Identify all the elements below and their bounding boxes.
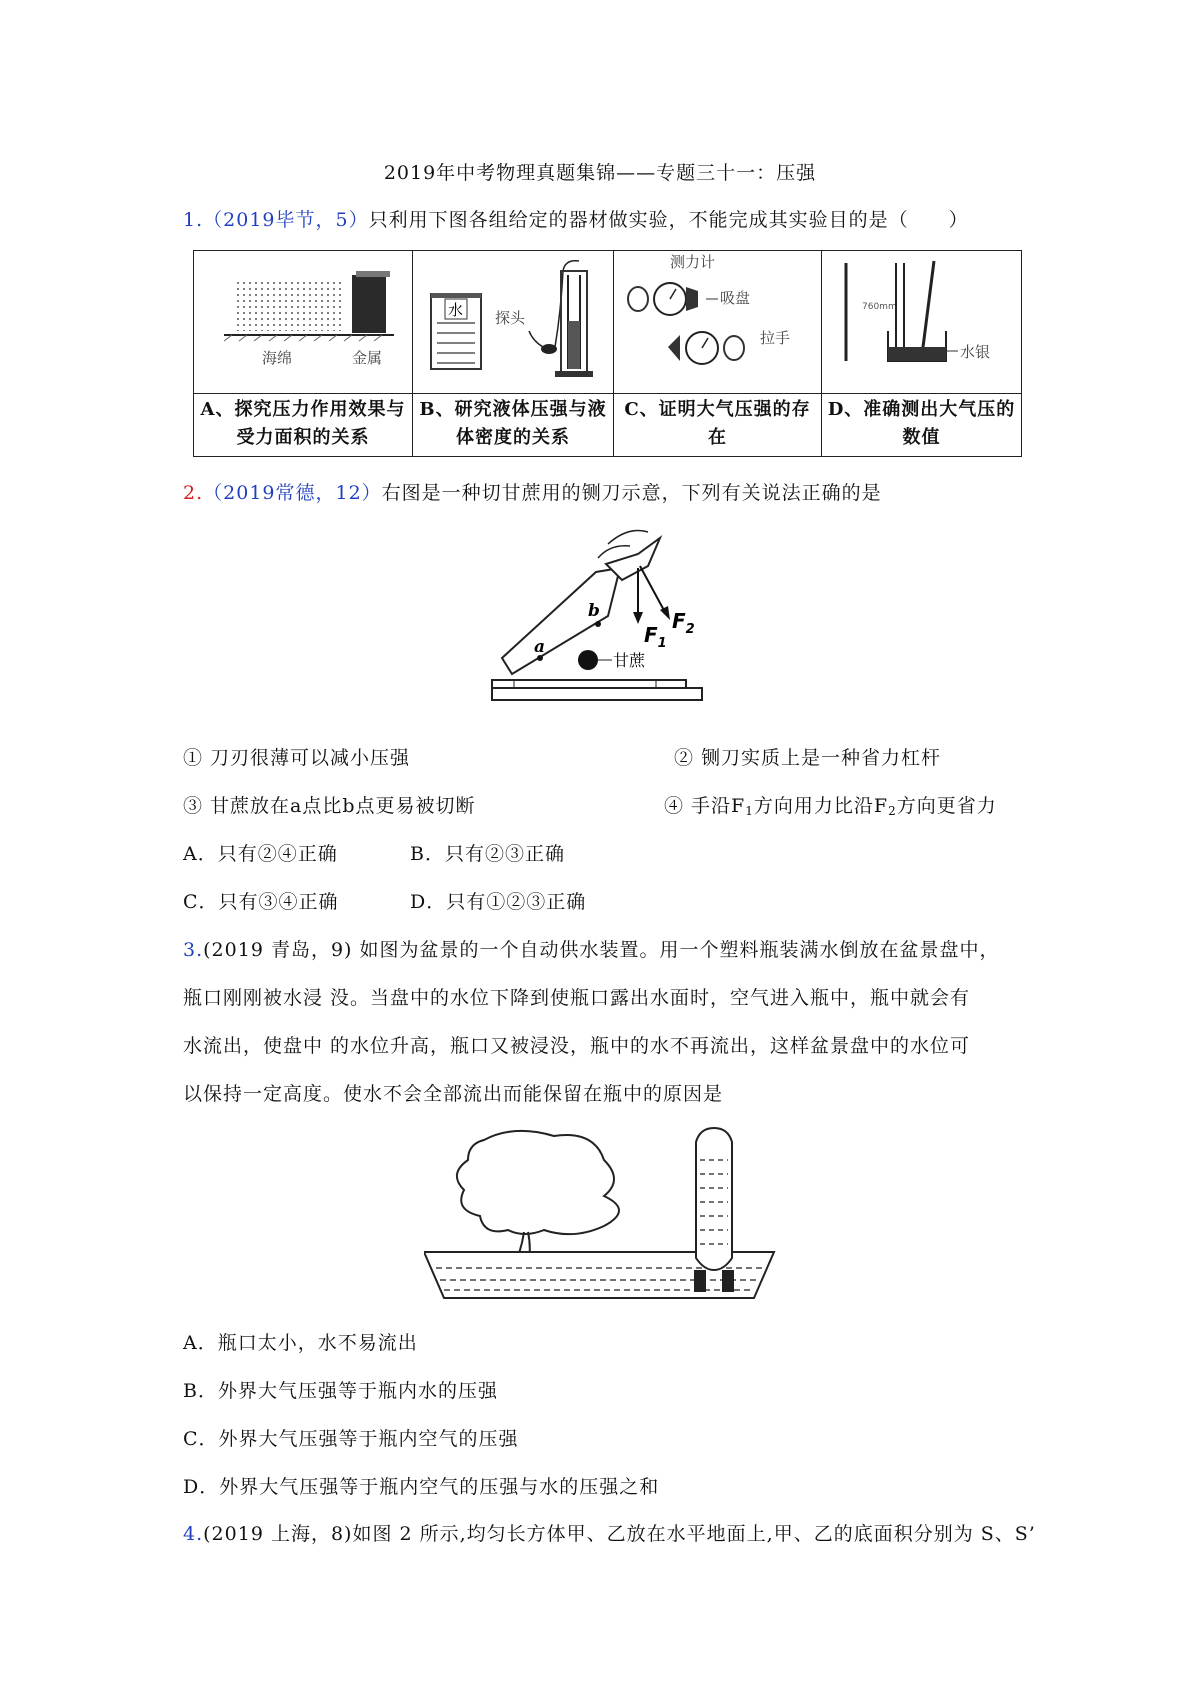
q3-number: 3. <box>183 939 204 961</box>
q1-stem: 只利用下图各组给定的器材做实验，不能完成其实验目的是（ ） <box>368 209 969 231</box>
dynamometer-label: 测力计 <box>670 253 716 271</box>
point-b-label: b <box>588 601 600 621</box>
q2-option-a: A．只有②④正确 <box>183 843 338 865</box>
mm-label: 760mm <box>862 302 897 312</box>
q3-option-a: A．瓶口太小，水不易流出 <box>183 1332 418 1354</box>
point-a-label: a <box>534 637 546 657</box>
q1-figure-a <box>194 251 413 394</box>
metal-label: 金属 <box>352 349 383 367</box>
q2-number: 2. <box>183 482 204 504</box>
sponge-label: 海绵 <box>262 349 293 367</box>
q3-option-d: D．外界大气压强等于瓶内空气的压强与水的压强之和 <box>183 1476 660 1498</box>
q3-line-1: 3.(2019 青岛，9) 如图为盆景的一个自动供水装置。用一个塑料瓶装满水倒放在盆景盘中， <box>183 939 1000 961</box>
water-label: 水 <box>448 301 464 319</box>
sponge-metal-figure <box>194 251 412 389</box>
q2-statement-4: ④ 手沿$F_1$方向用力比沿$F_2$方向更省力 <box>664 795 997 818</box>
liquid-pressure-figure <box>413 251 613 389</box>
q2-stem: 右图是一种切甘蔗用的铡刀示意，下列有关说法正确的是 <box>381 482 882 504</box>
f1-label: $F_1$ <box>644 623 667 651</box>
q2-option-b: B．只有②③正确 <box>410 843 565 865</box>
sugarcane-cutter-figure <box>488 518 714 718</box>
q2-source: （2019常德，12） <box>203 482 382 504</box>
q1-caption-d: D、准确测出大气压的数值 <box>822 394 1022 457</box>
q3-line-3: 水流出，使盘中 的水位升高，瓶口又被浸没，瓶中的水不再流出，这样盆景盘中的水位可 <box>183 1035 971 1057</box>
q2-option-d: D．只有①②③正确 <box>410 891 587 913</box>
probe-label: 探头 <box>495 309 526 327</box>
q1-caption-c: C、证明大气压强的存在 <box>614 394 822 457</box>
q4-number: 4. <box>183 1523 204 1545</box>
sugarcane-label: 甘蔗 <box>613 651 646 670</box>
f2-label: $F_2$ <box>672 609 695 637</box>
q2-statement-3: ③ 甘蔗放在a点比b点更易被切断 <box>183 795 476 817</box>
handle-label: 拉手 <box>760 329 791 347</box>
mercury-label: 水银 <box>960 343 991 361</box>
page-title: 2019年中考物理真题集锦——专题三十一：压强 <box>383 162 817 184</box>
q1-caption-a: A、探究压力作用效果与受力面积的关系 <box>194 394 413 457</box>
q3-option-b: B．外界大气压强等于瓶内水的压强 <box>183 1380 498 1402</box>
q3-line-4: 以保持一定高度。使水不会全部流出而能保留在瓶中的原因是 <box>183 1083 724 1105</box>
q1-source: （2019毕节，5） <box>203 209 369 231</box>
q1-caption-b: B、研究液体压强与液体密度的关系 <box>413 394 614 457</box>
suction-label: 吸盘 <box>720 289 751 307</box>
q1-figure-c <box>614 251 822 394</box>
q1-figure-d <box>822 251 1022 394</box>
q2-statement-2: ② 铡刀实质上是一种省力杠杆 <box>674 747 942 769</box>
q2-statement-1: ① 刀刃很薄可以减小压强 <box>183 747 411 769</box>
q2-option-c: C．只有③④正确 <box>183 891 339 913</box>
q1-stem-line <box>183 205 969 232</box>
q3-option-c: C．外界大气压强等于瓶内空气的压强 <box>183 1428 519 1450</box>
q3-line-2: 瓶口刚刚被水浸 没。当盘中的水位下降到使瓶口露出水面时，空气进入瓶中，瓶中就会有 <box>183 987 971 1009</box>
q1-table <box>193 250 1022 457</box>
q1-number: 1. <box>183 209 204 231</box>
bonsai-water-figure <box>424 1120 800 1306</box>
q1-figure-b <box>413 251 614 394</box>
suction-cup-figure <box>614 251 821 389</box>
q2-stem-line <box>183 478 882 505</box>
q4-line: 4.(2019 上海，8)如图 2 所示,均匀长方体甲、乙放在水平地面上,甲、乙的底面积分别为 S、S’ <box>183 1523 1036 1545</box>
torricelli-figure <box>822 251 1021 389</box>
